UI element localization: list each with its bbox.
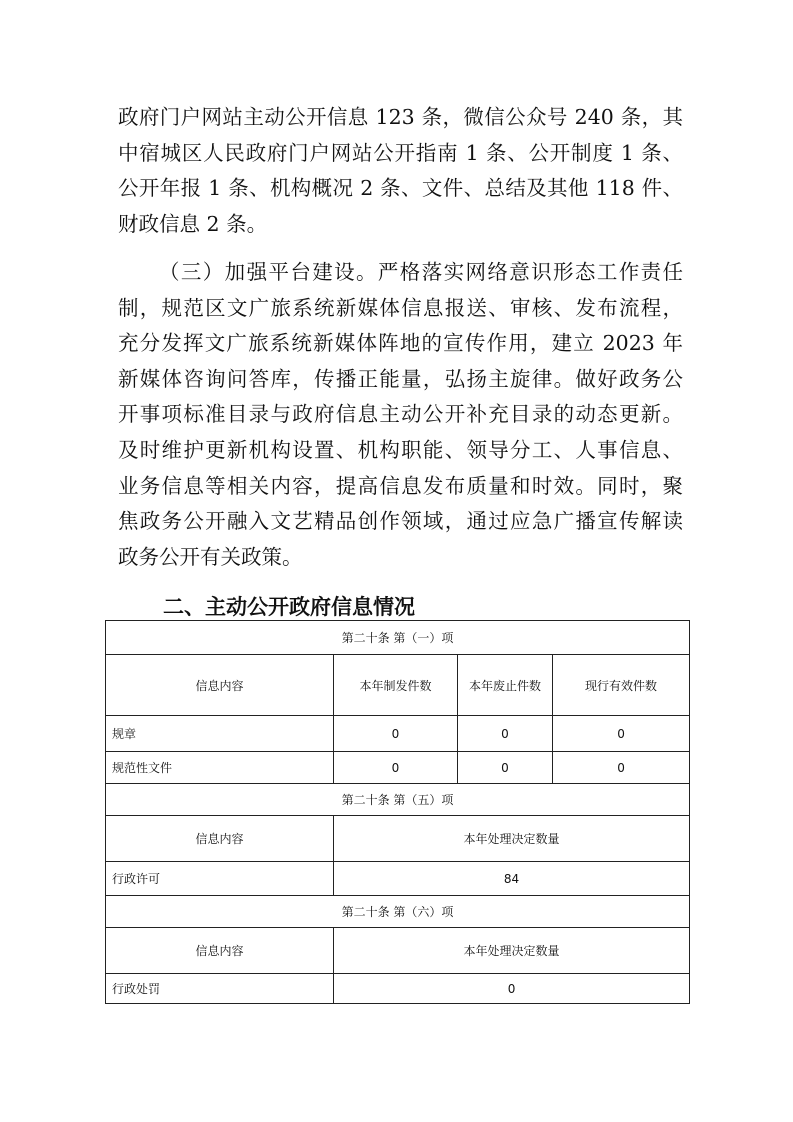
table-cell: 0	[553, 752, 690, 784]
text-line: 中宿城区人民政府门户网站公开指南 1 条、公开制度 1 条、	[118, 140, 683, 165]
table-cell: 行政处罚	[106, 974, 334, 1004]
text-line: 开事项标准目录与政府信息主动公开补充目录的动态更新。	[118, 402, 683, 427]
table-section-title-row	[106, 784, 690, 816]
text-line: 充分发挥文广旅系统新媒体阵地的宣传作用，建立 2023 年	[118, 331, 683, 356]
table-section-title-row	[106, 621, 690, 655]
table-row	[106, 752, 690, 784]
body-paragraph-1	[118, 100, 683, 242]
table-cell: 规章	[106, 716, 334, 752]
table-row	[106, 974, 690, 1004]
body-paragraph-2	[118, 255, 683, 575]
column-header: 本年处理决定数量	[334, 816, 690, 862]
column-header: 信息内容	[106, 655, 334, 716]
column-header: 本年处理决定数量	[334, 928, 690, 974]
text-line: 及时维护更新机构设置、机构职能、领导分工、人事信息、	[118, 437, 683, 462]
table-cell: 规范性文件	[106, 752, 334, 784]
table-cell: 0	[458, 716, 553, 752]
table-header-row	[106, 816, 690, 862]
column-header: 本年废止件数	[458, 655, 553, 716]
table-cell: 0	[334, 716, 458, 752]
text-line: 公开年报 1 条、机构概况 2 条、文件、总结及其他 118 件、	[118, 176, 683, 201]
section-title: 第二十条 第（一）项	[106, 621, 690, 655]
text-line: 制，规范区文广旅系统新媒体信息报送、审核、发布流程，	[118, 295, 683, 320]
text-line: 政务公开有关政策。	[118, 544, 303, 569]
table-header-row	[106, 928, 690, 974]
table-cell: 行政许可	[106, 862, 334, 896]
column-header: 信息内容	[106, 928, 334, 974]
text-line: 新媒体咨询问答库，传播正能量，弘扬主旋律。做好政务公	[118, 366, 683, 391]
column-header: 本年制发件数	[334, 655, 458, 716]
table-row	[106, 716, 690, 752]
text-line: 业务信息等相关内容，提高信息发布质量和时效。同时，聚	[118, 473, 683, 498]
table-cell: 0	[334, 974, 690, 1004]
table-cell: 0	[553, 716, 690, 752]
table-cell: 0	[458, 752, 553, 784]
info-disclosure-table	[105, 620, 690, 1004]
column-header: 现行有效件数	[553, 655, 690, 716]
table-cell: 0	[334, 752, 458, 784]
text-line: （三）加强平台建设。严格落实网络意识形态工作责任	[159, 260, 683, 284]
section-title: 第二十条 第（五）项	[106, 784, 690, 816]
text-line: 政府门户网站主动公开信息 123 条，微信公众号 240 条，其	[118, 105, 683, 129]
table-header-row	[106, 655, 690, 716]
table-section-title-row	[106, 896, 690, 928]
table-cell: 84	[334, 862, 690, 896]
text-line: 财政信息 2 条。	[118, 211, 268, 236]
section-heading: 二、主动公开政府信息情况	[163, 595, 415, 619]
table-row	[106, 862, 690, 896]
text-line: 焦政务公开融入文艺精品创作领域，通过应急广播宣传解读	[118, 509, 683, 534]
section-title: 第二十条 第（六）项	[106, 896, 690, 928]
column-header: 信息内容	[106, 816, 334, 862]
